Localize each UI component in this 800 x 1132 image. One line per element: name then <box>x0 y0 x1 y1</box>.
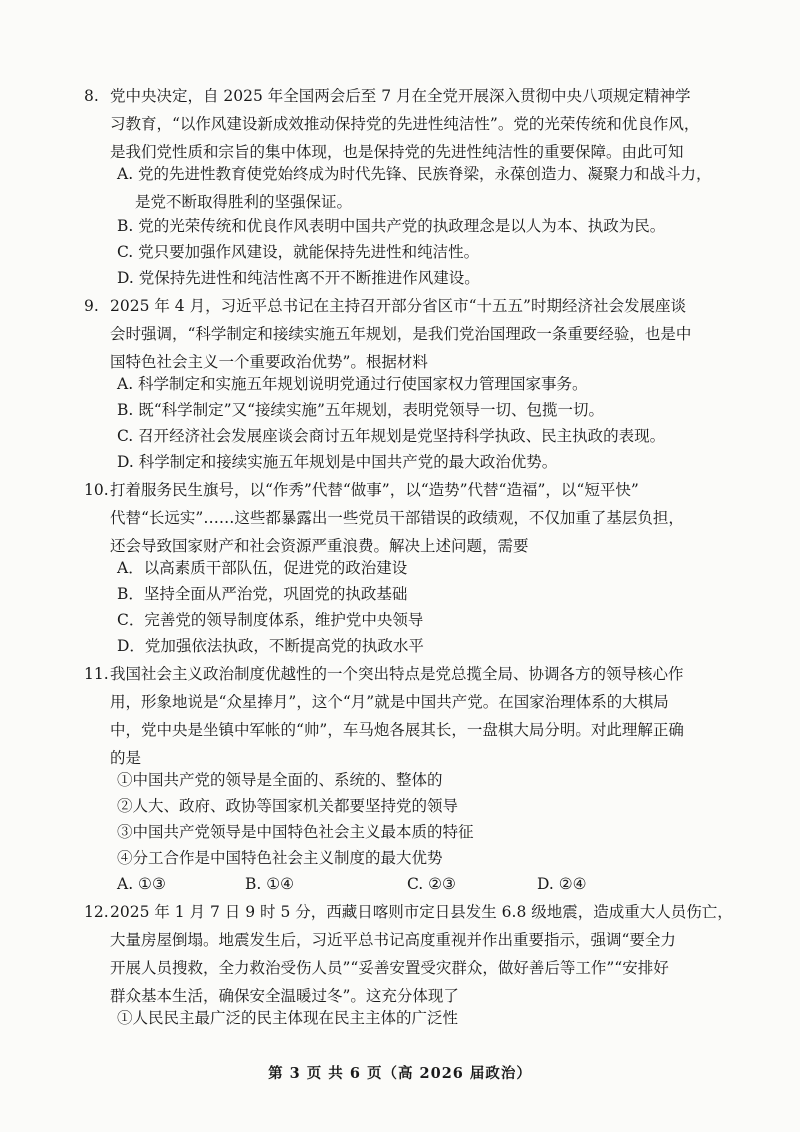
answer-choices <box>117 870 717 898</box>
option-d: D. 科学制定和接续实施五年规划是中国共产党的最大政治优势。 <box>117 453 558 471</box>
statement-3: ③中国共产党领导是中国特色社会主义最本质的特征 <box>117 823 474 841</box>
question-text-line: 习教育，“以作风建设新成效推动保持党的先进性纯洁性”。党的光荣传统和优良作风， <box>110 115 700 133</box>
statement-2: ②人大、政府、政协等国家机关都要坚持党的领导 <box>117 797 459 815</box>
choice-d: D. ②④ <box>537 875 587 893</box>
question-text-line: 党中央决定，自 2025 年全国两会后至 7 月在全党开展深入贯彻中央八项规定精神学 <box>110 87 691 105</box>
option-text-continued: 是党不断取得胜利的坚强保证。 <box>135 193 353 211</box>
choice-a: A. ①③ <box>117 875 166 893</box>
choice-b: B. ①④ <box>245 875 295 893</box>
question-number: 9. <box>84 297 99 315</box>
option-c: C．完善党的领导制度体系，维护党中央领导 <box>117 611 424 629</box>
question-text-line: 会时强调，“科学制定和接续实施五年规划，是我们党治国理政一条重要经验，也是中 <box>110 325 692 343</box>
question-text-line: 2025 年 4 月，习近平总书记在主持召开部分省区市“十五五”时期经济社会发展座谈 <box>110 297 686 315</box>
option-b: B．坚持全面从严治党，巩固党的执政基础 <box>117 585 408 603</box>
option-d: D．党加强依法执政，不断提高党的执政水平 <box>117 637 424 655</box>
question-text-line: 我国社会主义政治制度优越性的一个突出特点是党总揽全局、协调各方的领导核心作 <box>110 665 684 683</box>
question-number: 10. <box>84 481 109 499</box>
statement-4: ④分工合作是中国特色社会主义制度的最大优势 <box>117 849 443 867</box>
question-text-line: 2025 年 1 月 7 日 9 时 5 分，西藏日喀则市定日县发生 6.8 级地震，造成重大人员伤亡， <box>110 903 733 921</box>
option-c: C. 召开经济社会发展座谈会商讨五年规划是党坚持科学执政、民主执政的表现。 <box>117 427 666 445</box>
statement-1: ①中国共产党的领导是全面的、系统的、整体的 <box>117 771 443 789</box>
option-c: C. 党只要加强作风建设，就能保持先进性和纯洁性。 <box>117 243 480 261</box>
question-8 <box>84 82 724 166</box>
question-text-line: 开展人员搜救，全力救治受伤人员”“妥善安置受灾群众，做好善后等工作”“安排好 <box>110 959 669 977</box>
option-a: A. 科学制定和实施五年规划说明党通过行使国家权力管理国家事务。 <box>117 375 588 393</box>
question-text-line: 用，形象地说是“众星捧月”，这个“月”就是中国共产党。在国家治理体系的大棋局 <box>110 693 669 711</box>
question-text-line: 打着服务民生旗号，以“作秀”代替“做事”，以“造势”代替“造福”，以“短平快” <box>110 481 639 499</box>
question-text-line: 大量房屋倒塌。地震发生后，习近平总书记高度重视并作出重要指示，强调“要全力 <box>110 931 676 949</box>
option-b: B. 党的光荣传统和优良作风表明中国共产党的执政理念是以人为本、执政为民。 <box>117 217 666 235</box>
question-text-line: 是我们党性质和宗旨的集中体现，也是保持党的先进性纯洁性的重要保障。由此可知 <box>110 143 684 161</box>
option-d: D. 党保持先进性和纯洁性离不开不断推进作风建设。 <box>117 269 480 287</box>
page-footer: 第 3 页 共 6 页（高 2026 届政治） <box>268 1065 532 1082</box>
question-text-line: 群众基本生活，确保安全温暖过冬”。这充分体现了 <box>110 987 459 1005</box>
question-11 <box>84 660 724 772</box>
question-text-line: 中，党中央是坐镇中军帐的“帅”，车马炮各展其长，一盘棋大局分明。对此理解正确 <box>110 721 684 739</box>
question-number: 8. <box>84 87 99 105</box>
question-10 <box>84 476 724 560</box>
question-text-line: 还会导致国家财产和社会资源严重浪费。解决上述问题，需要 <box>110 537 529 555</box>
question-12 <box>84 898 733 1010</box>
question-text-line: 代替“长远实”……这些都暴露出一些党员干部错误的政绩观，不仅加重了基层负担， <box>110 509 684 527</box>
option-a: A．以高素质干部队伍，促进党的政治建设 <box>117 559 408 577</box>
option-text: A. 党的先进性教育使党始终成为时代先锋、民族脊梁，永葆创造力、凝聚力和战斗力， <box>117 165 712 183</box>
question-text-line: 的是 <box>110 749 142 767</box>
question-9 <box>84 292 724 376</box>
statement-1: ①人民民主最广泛的民主体现在民主主体的广泛性 <box>117 1009 459 1027</box>
choice-c: C. ②③ <box>407 875 456 893</box>
option-a <box>117 160 727 216</box>
question-number: 12. <box>84 903 109 921</box>
question-text-line: 国特色社会主义一个重要政治优势”。根据材料 <box>110 353 428 371</box>
option-b: B. 既“科学制定”又“接续实施”五年规划，表明党领导一切、包揽一切。 <box>117 401 604 419</box>
question-number: 11. <box>84 665 109 683</box>
